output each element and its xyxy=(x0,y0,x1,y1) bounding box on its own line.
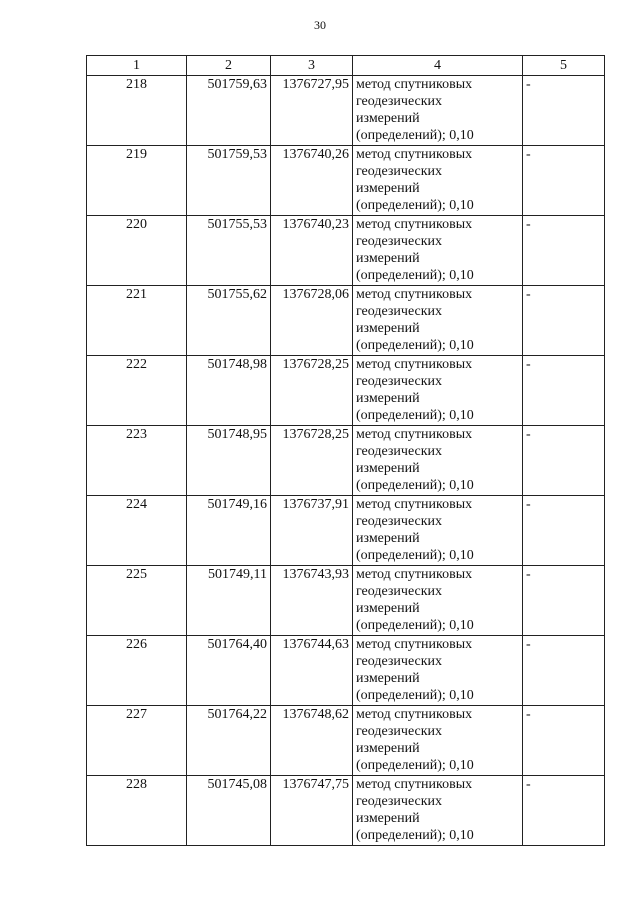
point-number-cell: 224 xyxy=(87,496,187,566)
method-cell xyxy=(353,76,523,146)
method-line: геодезических xyxy=(356,164,443,179)
method-line: метод спутниковых xyxy=(356,217,473,232)
x-coordinate-cell: 501745,08 xyxy=(187,776,271,846)
note-cell: - xyxy=(523,76,605,146)
method-line: метод спутниковых xyxy=(356,147,473,162)
method-line: геодезических xyxy=(356,94,443,109)
y-coordinate-cell: 1376743,93 xyxy=(271,566,353,636)
method-line: (определений); 0,10 xyxy=(356,828,474,843)
note-cell: - xyxy=(523,146,605,216)
y-coordinate-cell: 1376740,23 xyxy=(271,216,353,286)
x-coordinate-cell: 501749,11 xyxy=(187,566,271,636)
method-line: геодезических xyxy=(356,724,443,739)
table-header-row xyxy=(87,56,605,76)
x-coordinate-cell: 501755,53 xyxy=(187,216,271,286)
table-row xyxy=(87,426,605,496)
note-cell: - xyxy=(523,496,605,566)
coordinates-table xyxy=(86,55,605,846)
table-row xyxy=(87,146,605,216)
table-row xyxy=(87,76,605,146)
method-line: измерений xyxy=(356,741,420,756)
method-line: измерений xyxy=(356,811,420,826)
note-cell: - xyxy=(523,216,605,286)
method-line: метод спутниковых xyxy=(356,707,473,722)
y-coordinate-cell: 1376740,26 xyxy=(271,146,353,216)
point-number-cell: 219 xyxy=(87,146,187,216)
method-line: измерений xyxy=(356,251,420,266)
x-coordinate-cell: 501748,98 xyxy=(187,356,271,426)
method-line: измерений xyxy=(356,181,420,196)
point-number-cell: 221 xyxy=(87,286,187,356)
method-line: (определений); 0,10 xyxy=(356,478,474,493)
point-number-cell: 226 xyxy=(87,636,187,706)
point-number-cell: 222 xyxy=(87,356,187,426)
table-row xyxy=(87,496,605,566)
column-header-4: 4 xyxy=(353,56,523,76)
point-number-cell: 228 xyxy=(87,776,187,846)
method-line: измерений xyxy=(356,321,420,336)
method-cell xyxy=(353,286,523,356)
column-header-2: 2 xyxy=(187,56,271,76)
note-cell: - xyxy=(523,636,605,706)
method-line: (определений); 0,10 xyxy=(356,338,474,353)
point-number-cell: 220 xyxy=(87,216,187,286)
x-coordinate-cell: 501749,16 xyxy=(187,496,271,566)
method-line: (определений); 0,10 xyxy=(356,408,474,423)
method-line: метод спутниковых xyxy=(356,497,473,512)
method-line: метод спутниковых xyxy=(356,287,473,302)
table-body xyxy=(87,76,605,846)
method-cell xyxy=(353,636,523,706)
method-line: измерений xyxy=(356,391,420,406)
y-coordinate-cell: 1376748,62 xyxy=(271,706,353,776)
column-header-1: 1 xyxy=(87,56,187,76)
note-cell: - xyxy=(523,566,605,636)
page-number: 30 xyxy=(314,18,326,32)
method-line: измерений xyxy=(356,461,420,476)
method-cell xyxy=(353,146,523,216)
method-line: (определений); 0,10 xyxy=(356,268,474,283)
y-coordinate-cell: 1376728,25 xyxy=(271,426,353,496)
y-coordinate-cell: 1376727,95 xyxy=(271,76,353,146)
column-header-5: 5 xyxy=(523,56,605,76)
table-row xyxy=(87,356,605,426)
note-cell: - xyxy=(523,286,605,356)
method-line: геодезических xyxy=(356,654,443,669)
column-header-3: 3 xyxy=(271,56,353,76)
method-line: геодезических xyxy=(356,304,443,319)
method-cell xyxy=(353,706,523,776)
method-cell xyxy=(353,356,523,426)
method-cell xyxy=(353,566,523,636)
x-coordinate-cell: 501759,63 xyxy=(187,76,271,146)
note-cell: - xyxy=(523,356,605,426)
method-line: геодезических xyxy=(356,794,443,809)
method-line: (определений); 0,10 xyxy=(356,758,474,773)
x-coordinate-cell: 501755,62 xyxy=(187,286,271,356)
method-line: (определений); 0,10 xyxy=(356,618,474,633)
method-line: метод спутниковых xyxy=(356,567,473,582)
table-row xyxy=(87,216,605,286)
method-line: (определений); 0,10 xyxy=(356,198,474,213)
note-cell: - xyxy=(523,426,605,496)
method-line: геодезических xyxy=(356,444,443,459)
y-coordinate-cell: 1376744,63 xyxy=(271,636,353,706)
point-number-cell: 227 xyxy=(87,706,187,776)
method-line: геодезических xyxy=(356,514,443,529)
method-line: метод спутниковых xyxy=(356,77,473,92)
method-line: метод спутниковых xyxy=(356,777,473,792)
method-line: измерений xyxy=(356,111,420,126)
method-line: метод спутниковых xyxy=(356,427,473,442)
point-number-cell: 225 xyxy=(87,566,187,636)
method-line: метод спутниковых xyxy=(356,637,473,652)
x-coordinate-cell: 501759,53 xyxy=(187,146,271,216)
method-cell xyxy=(353,426,523,496)
method-line: измерений xyxy=(356,531,420,546)
table-row xyxy=(87,286,605,356)
y-coordinate-cell: 1376728,06 xyxy=(271,286,353,356)
method-line: (определений); 0,10 xyxy=(356,128,474,143)
y-coordinate-cell: 1376728,25 xyxy=(271,356,353,426)
method-cell xyxy=(353,776,523,846)
note-cell: - xyxy=(523,706,605,776)
method-line: (определений); 0,10 xyxy=(356,548,474,563)
method-line: геодезических xyxy=(356,584,443,599)
table-row xyxy=(87,706,605,776)
x-coordinate-cell: 501748,95 xyxy=(187,426,271,496)
table-row xyxy=(87,636,605,706)
method-line: измерений xyxy=(356,601,420,616)
method-line: метод спутниковых xyxy=(356,357,473,372)
method-line: геодезических xyxy=(356,374,443,389)
point-number-cell: 223 xyxy=(87,426,187,496)
table-row xyxy=(87,776,605,846)
x-coordinate-cell: 501764,22 xyxy=(187,706,271,776)
point-number-cell: 218 xyxy=(87,76,187,146)
y-coordinate-cell: 1376747,75 xyxy=(271,776,353,846)
method-cell xyxy=(353,496,523,566)
x-coordinate-cell: 501764,40 xyxy=(187,636,271,706)
method-line: геодезических xyxy=(356,234,443,249)
y-coordinate-cell: 1376737,91 xyxy=(271,496,353,566)
note-cell: - xyxy=(523,776,605,846)
method-line: (определений); 0,10 xyxy=(356,688,474,703)
method-cell xyxy=(353,216,523,286)
method-line: измерений xyxy=(356,671,420,686)
table-row xyxy=(87,566,605,636)
